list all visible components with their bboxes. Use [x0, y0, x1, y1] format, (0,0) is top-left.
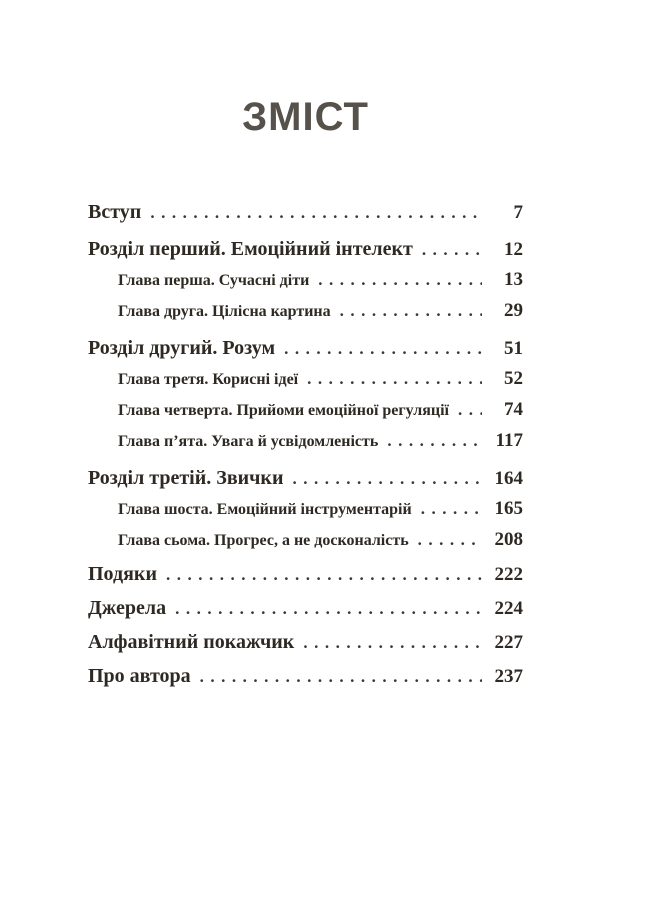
toc-entry-label: Алфавітний покажчик: [88, 631, 295, 653]
toc-entry-page: 7: [513, 202, 523, 223]
toc-entry-label: Подяки: [88, 563, 157, 585]
dot-leader: [150, 198, 482, 228]
dot-leader: [307, 364, 482, 394]
toc-entry[interactable]: [88, 559, 523, 590]
toc-entry[interactable]: [88, 395, 523, 426]
toc-list: [88, 197, 523, 692]
toc-entry[interactable]: [88, 463, 523, 494]
toc-entry-label: Глава сьома. Прогрес, а не досконалість: [118, 532, 409, 549]
toc-entry-page: 227: [494, 632, 523, 653]
toc-entry-page: 237: [494, 666, 523, 687]
toc-entry-label: Про автора: [88, 665, 191, 687]
dot-leader: [340, 296, 482, 326]
toc-entry-label: Глава перша. Сучасні діти: [118, 272, 310, 289]
toc-entry[interactable]: [88, 593, 523, 624]
toc-entry-page: 51: [504, 338, 523, 359]
toc-entry-label: Вступ: [88, 201, 142, 223]
dot-leader: [175, 594, 482, 624]
dot-leader: [421, 494, 482, 524]
page-title: ЗМІСТ: [242, 95, 369, 139]
toc-entry-page: 29: [504, 300, 523, 321]
dot-leader: [292, 464, 482, 494]
toc-entry-page: 13: [504, 269, 523, 290]
toc-entry-label: Глава четверта. Прийоми емоційної регуляції: [118, 402, 449, 419]
toc-entry-label: Глава п’ята. Увага й усвідомленість: [118, 433, 379, 450]
toc-entry-label: Розділ третій. Звички: [88, 467, 284, 489]
dot-leader: [200, 662, 482, 692]
dot-leader: [418, 525, 482, 555]
toc-entry-page: 164: [494, 468, 523, 489]
toc-entry-page: 12: [504, 239, 523, 260]
toc-entry[interactable]: [88, 265, 523, 296]
toc-entry[interactable]: [88, 426, 523, 457]
toc-entry[interactable]: [88, 333, 523, 364]
toc-entry-page: 224: [494, 598, 523, 619]
toc-entry[interactable]: [88, 661, 523, 692]
toc-entry-page: 165: [494, 498, 523, 519]
toc-entry-label: Розділ перший. Емоційний інтелект: [88, 238, 413, 260]
toc-entry-label: Глава третя. Корисні ідеї: [118, 371, 299, 388]
toc-entry[interactable]: [88, 234, 523, 265]
toc-entry-page: 117: [495, 430, 523, 451]
toc-entry[interactable]: [88, 494, 523, 525]
toc-entry-label: Глава друга. Цілісна картина: [118, 303, 331, 320]
dot-leader: [166, 560, 482, 590]
dot-leader: [284, 334, 482, 364]
dot-leader: [422, 235, 482, 265]
toc-entry-label: Розділ другий. Розум: [88, 337, 276, 359]
toc-entry[interactable]: [88, 525, 523, 556]
toc-entry-label: Джерела: [88, 597, 167, 619]
toc-entry[interactable]: [88, 364, 523, 395]
dot-leader: [458, 395, 482, 425]
toc-entry[interactable]: [88, 296, 523, 327]
dot-leader: [318, 265, 482, 295]
dot-leader: [303, 628, 482, 658]
toc-entry-page: 208: [494, 529, 523, 550]
toc-entry-label: Глава шоста. Емоційний інструментарій: [118, 501, 412, 518]
toc-entry[interactable]: [88, 197, 523, 228]
toc-entry-page: 52: [504, 368, 523, 389]
toc-entry-page: 74: [504, 399, 523, 420]
toc-entry-page: 222: [494, 564, 523, 585]
toc-entry[interactable]: [88, 627, 523, 658]
dot-leader: [387, 426, 482, 456]
